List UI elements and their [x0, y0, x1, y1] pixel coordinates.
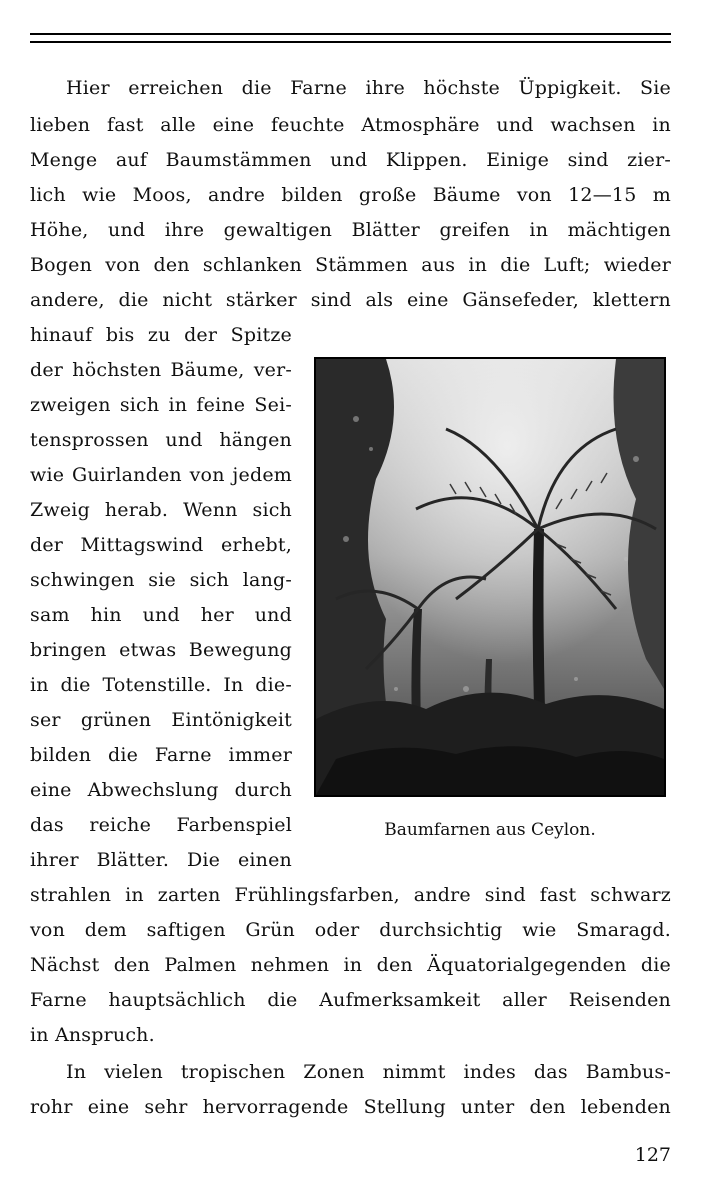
text-line: lieben fast alle eine feuchte Atmosphäre und wachsen in [30, 114, 671, 136]
text-line: rohr eine sehr hervorragende Stellung unter den lebenden [30, 1096, 671, 1118]
text-line: zweigen sich in feine Sei- [30, 394, 292, 416]
text-line: eine Abwechslung durch [30, 779, 292, 801]
text-line: tensprossen und hängen [30, 429, 292, 451]
text-line: andere, die nicht stärker sind als eine Gänsefeder, klettern [30, 289, 671, 311]
text-line: Hier erreichen die Farne ihre höchste Üppigkeit. Sie [66, 77, 671, 99]
text-line: ihrer Blätter. Die einen [30, 849, 292, 871]
text-line: Nächst den Palmen nehmen in den Äquatorialgegenden die [30, 954, 671, 976]
figure-caption: Baumfarnen aus Ceylon. [384, 820, 596, 840]
header-rule-top [30, 33, 671, 35]
text-line: schwingen sie sich lang- [30, 569, 292, 591]
text-line: von dem saftigen Grün oder durchsichtig wie Smaragd. [30, 919, 671, 941]
text-line: das reiche Farbenspiel [30, 814, 292, 836]
text-line: bilden die Farne immer [30, 744, 292, 766]
text-line: Farne hauptsächlich die Aufmerksamkeit aller Reisenden [30, 989, 671, 1011]
text-line: der Mittagswind erhebt, [30, 534, 292, 556]
text-line: In vielen tropischen Zonen nimmt indes das Bambus- [66, 1061, 671, 1083]
text-line: Menge auf Baumstämmen und Klippen. Einige sind zier- [30, 149, 671, 171]
text-line: in Anspruch. [30, 1024, 155, 1046]
text-line: bringen etwas Bewegung [30, 639, 292, 661]
text-line: der höchsten Bäume, ver- [30, 359, 292, 381]
text-line: strahlen in zarten Frühlingsfarben, andre sind fast schwarz [30, 884, 671, 906]
text-line: ser grünen Eintönigkeit [30, 709, 292, 731]
text-line: wie Guirlanden von jedem [30, 464, 292, 486]
text-line: sam hin und her und [30, 604, 292, 626]
text-line: hinauf bis zu der Spitze [30, 324, 292, 346]
fern-photograph [314, 357, 666, 797]
header-rule-bottom [30, 41, 671, 43]
text-line: Höhe, und ihre gewaltigen Blätter greifen in mächtigen [30, 219, 671, 241]
text-line: in die Totenstille. In die- [30, 674, 292, 696]
text-line: Bogen von den schlanken Stämmen aus in die Luft; wieder [30, 254, 671, 276]
text-line: Zweig herab. Wenn sich [30, 499, 292, 521]
text-line: lich wie Moos, andre bilden große Bäume von 12—15 m [30, 184, 671, 206]
page-number: 127 [634, 1144, 671, 1166]
